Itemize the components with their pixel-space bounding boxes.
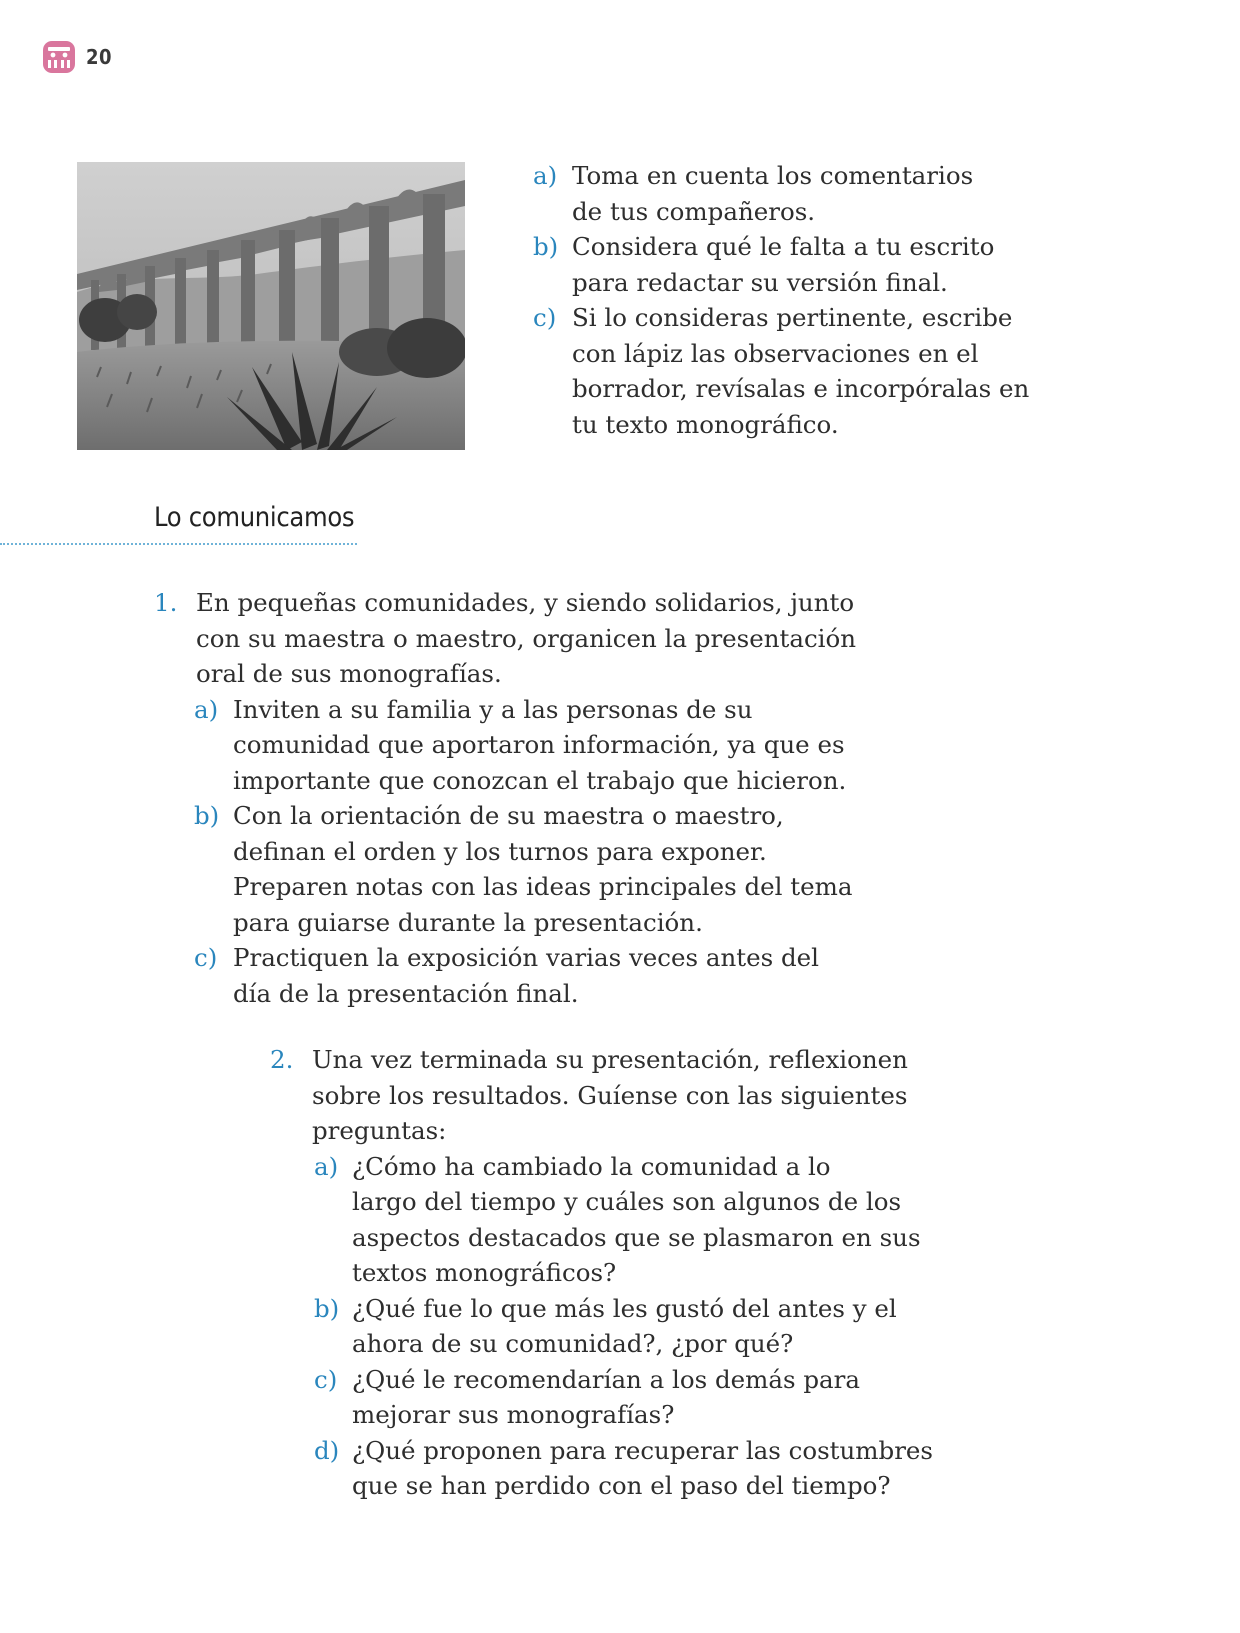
top-item-marker: c) bbox=[533, 303, 557, 332]
top-item-line: borrador, revísalas e incorpóralas en bbox=[572, 374, 1030, 403]
top-list bbox=[533, 158, 1053, 442]
item-line: definan el orden y los turnos para exponer. bbox=[233, 836, 767, 866]
item-line: ¿Cómo ha cambiado la comunidad a lo bbox=[352, 1151, 831, 1181]
top-item-line: para redactar su versión final. bbox=[572, 267, 948, 297]
page-number: 20 bbox=[86, 45, 113, 69]
question-line: En pequeñas comunidades, y siendo solidarios, junto bbox=[196, 588, 855, 617]
pink-glyph-icon bbox=[42, 40, 76, 74]
question-1-items bbox=[152, 692, 914, 1012]
item-marker: b) bbox=[194, 801, 220, 830]
section-divider bbox=[0, 543, 357, 545]
section-title: Lo comunicamos bbox=[154, 502, 355, 533]
question-number: 2. bbox=[270, 1045, 294, 1074]
item-line: ¿Qué fue lo que más les gustó del antes y el bbox=[352, 1293, 897, 1323]
list-item bbox=[152, 692, 914, 799]
item-marker: c) bbox=[314, 1364, 338, 1394]
question-1 bbox=[154, 585, 914, 1011]
item-line: día de la presentación final. bbox=[233, 978, 579, 1008]
item-line: que se han perdido con el paso del tiempo? bbox=[352, 1471, 891, 1500]
top-item-a bbox=[533, 158, 1053, 229]
top-item-line: Toma en cuenta los comentarios bbox=[572, 161, 974, 190]
item-line: comunidad que aportaron información, ya que es bbox=[233, 730, 845, 759]
list-item bbox=[270, 1291, 970, 1362]
question-1-prompt bbox=[154, 585, 914, 692]
item-line: mejorar sus monografías? bbox=[352, 1400, 675, 1429]
item-line: Practiquen la exposición varias veces antes del bbox=[233, 943, 819, 972]
item-line: para guiarse durante la presentación. bbox=[233, 907, 703, 937]
page-header bbox=[42, 40, 112, 74]
item-line: Inviten a su familia y a las personas de su bbox=[233, 694, 753, 724]
item-line: Preparen notas con las ideas principales del tema bbox=[233, 872, 853, 901]
item-marker: a) bbox=[194, 694, 219, 724]
item-line: ¿Qué le recomendarían a los demás para bbox=[352, 1364, 860, 1394]
question-line: preguntas: bbox=[312, 1116, 447, 1145]
aqueduct-photo bbox=[77, 162, 465, 450]
top-item-b bbox=[533, 229, 1053, 300]
top-item-line: de tus compañeros. bbox=[572, 196, 816, 226]
item-marker: b) bbox=[314, 1293, 340, 1323]
question-2 bbox=[270, 1042, 970, 1504]
item-line: Con la orientación de su maestra o maestro, bbox=[233, 801, 784, 830]
question-line: sobre los resultados. Guíense con las siguientes bbox=[312, 1080, 908, 1110]
top-item-line: tu texto monográfico. bbox=[572, 409, 839, 439]
list-item bbox=[152, 940, 914, 1011]
list-item bbox=[270, 1433, 970, 1504]
top-item-line: con lápiz las observaciones en el bbox=[572, 338, 979, 368]
item-line: largo del tiempo y cuáles son algunos de los bbox=[352, 1187, 902, 1216]
item-line: importante que conozcan el trabajo que hicieron. bbox=[233, 765, 847, 795]
top-item-marker: b) bbox=[533, 232, 559, 261]
item-line: aspectos destacados que se plasmaron en sus bbox=[352, 1222, 921, 1252]
question-line: oral de sus monografías. bbox=[196, 659, 502, 688]
question-2-items bbox=[270, 1149, 970, 1504]
list-item bbox=[270, 1149, 970, 1291]
item-line: ¿Qué proponen para recuperar las costumbres bbox=[352, 1435, 933, 1465]
item-marker: c) bbox=[194, 943, 218, 972]
question-number: 1. bbox=[154, 588, 178, 617]
top-item-c bbox=[533, 300, 1053, 442]
item-marker: d) bbox=[314, 1435, 340, 1465]
item-marker: a) bbox=[314, 1151, 339, 1181]
question-line: Una vez terminada su presentación, reflexionen bbox=[312, 1045, 908, 1074]
list-item bbox=[152, 798, 914, 940]
top-item-line: Considera qué le falta a tu escrito bbox=[572, 232, 995, 261]
top-item-line: Si lo consideras pertinente, escribe bbox=[572, 303, 1013, 332]
item-line: ahora de su comunidad?, ¿por qué? bbox=[352, 1329, 794, 1358]
question-2-prompt bbox=[270, 1042, 970, 1149]
question-line: con su maestra o maestro, organicen la presentación bbox=[196, 623, 857, 653]
list-item bbox=[270, 1362, 970, 1433]
item-line: textos monográficos? bbox=[352, 1258, 617, 1287]
top-item-marker: a) bbox=[533, 161, 558, 190]
